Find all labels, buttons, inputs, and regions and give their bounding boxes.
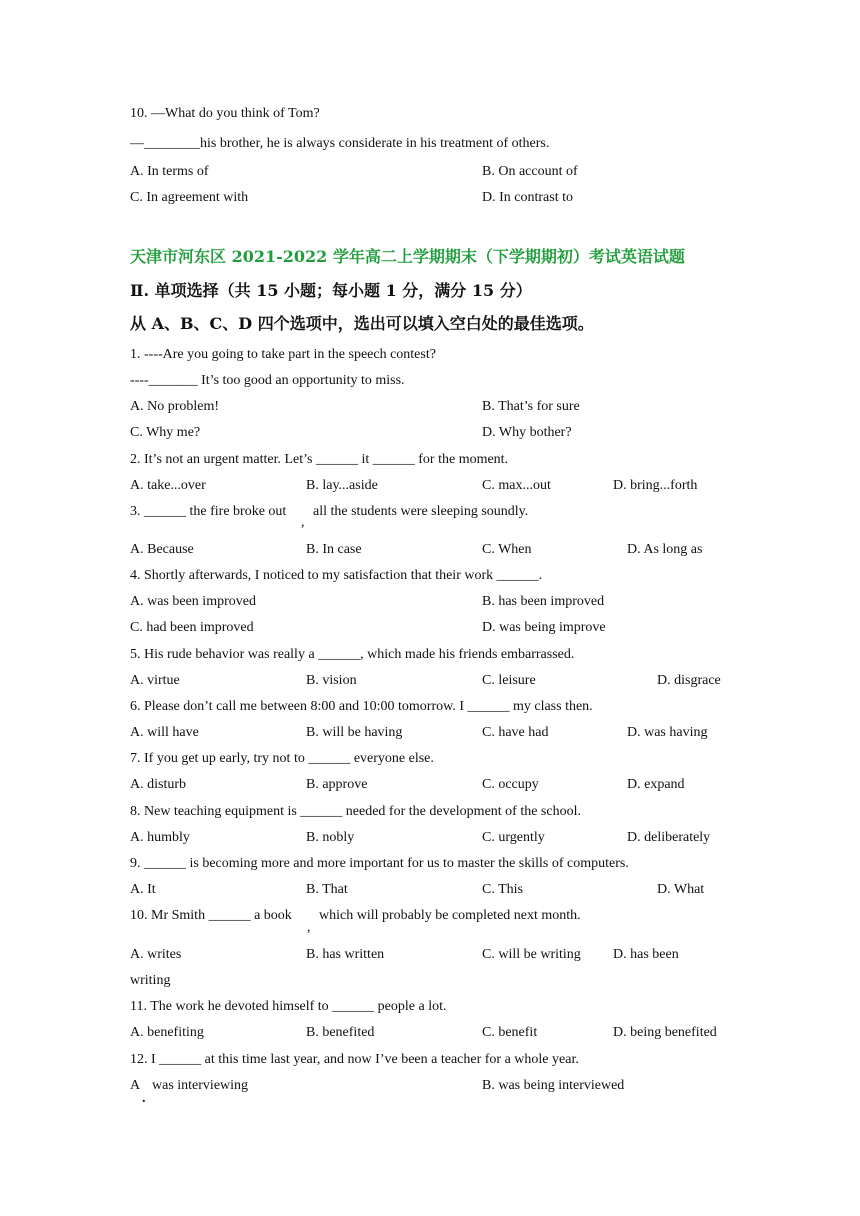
q12-stem: 12. I ______ at this time last year, and now I’ve been a teacher for a whole year. bbox=[130, 1052, 579, 1067]
prev-q10-option-d: D. In contrast to bbox=[482, 190, 573, 205]
q8-stem: 8. New teaching equipment is ______ needed for the development of the school. bbox=[130, 804, 581, 819]
q10-option-d-continued: writing bbox=[130, 973, 171, 988]
q7-stem: 7. If you get up early, try not to ______ everyone else. bbox=[130, 751, 434, 766]
q3-option-d: D. As long as bbox=[627, 542, 703, 557]
q2-option-c: C. max...out bbox=[482, 478, 551, 493]
q1-stem-line2: ----_______ It’s too good an opportunity to miss. bbox=[130, 373, 405, 388]
q7-option-c: C. occupy bbox=[482, 777, 539, 792]
q5-option-c: C. leisure bbox=[482, 673, 536, 688]
q10-option-c: C. will be writing bbox=[482, 947, 581, 962]
q5-option-b: B. vision bbox=[306, 673, 357, 688]
q4-option-c: C. had been improved bbox=[130, 620, 254, 635]
q8-option-d: D. deliberately bbox=[627, 830, 711, 845]
q9-option-a: A. It bbox=[130, 882, 156, 897]
part-title: Ⅱ. 单项选择（共 15 小题；每小题 1 分，满分 15 分） bbox=[130, 281, 532, 300]
prev-q10-stem-line2: —________his brother, he is always considerate in his treatment of others. bbox=[130, 136, 550, 151]
instruction: 从 A、B、C、D 四个选项中，选出可以填入空白处的最佳选项。 bbox=[130, 314, 594, 333]
q8-option-c: C. urgently bbox=[482, 830, 545, 845]
q6-option-a: A. will have bbox=[130, 725, 199, 740]
q2-option-a: A. take...over bbox=[130, 478, 206, 493]
q1-option-d: D. Why bother? bbox=[482, 425, 572, 440]
q9-option-d: D. What bbox=[657, 882, 705, 897]
prev-q10-stem-line1: 10. —What do you think of Tom? bbox=[130, 106, 320, 121]
q12-option-a-dot: . bbox=[142, 1091, 146, 1106]
q8-option-b: B. nobly bbox=[306, 830, 355, 845]
q3-option-c: C. When bbox=[482, 542, 532, 557]
prev-q10-option-b: B. On account of bbox=[482, 164, 578, 179]
source-title: 天津市河东区 2021-2022 学年高二上学期期末（下学期期初）考试英语试题 bbox=[130, 247, 685, 266]
q10-option-d: D. has been bbox=[613, 947, 679, 962]
q2-option-d: D. bring...forth bbox=[613, 478, 698, 493]
q11-option-a: A. benefiting bbox=[130, 1025, 204, 1040]
q3-comma: , bbox=[301, 515, 305, 530]
q3-stem-end: all the students were sleeping soundly. bbox=[313, 504, 529, 519]
q6-option-c: C. have had bbox=[482, 725, 549, 740]
q4-option-a: A. was been improved bbox=[130, 594, 256, 609]
q10-stem-start: 10. Mr Smith ______ a book bbox=[130, 908, 292, 923]
q4-stem: 4. Shortly afterwards, I noticed to my satisfaction that their work ______. bbox=[130, 568, 543, 583]
q1-option-b: B. That’s for sure bbox=[482, 399, 580, 414]
q6-stem: 6. Please don’t call me between 8:00 and 10:00 tomorrow. I ______ my class then. bbox=[130, 699, 593, 714]
q9-option-c: C. This bbox=[482, 882, 523, 897]
q11-option-b: B. benefited bbox=[306, 1025, 375, 1040]
q5-option-d: D. disgrace bbox=[657, 673, 721, 688]
q9-option-b: B. That bbox=[306, 882, 348, 897]
q12-option-a-letter: A bbox=[130, 1078, 141, 1093]
q7-option-a: A. disturb bbox=[130, 777, 186, 792]
q11-option-c: C. benefit bbox=[482, 1025, 538, 1040]
q5-option-a: A. virtue bbox=[130, 673, 180, 688]
q10-comma: , bbox=[307, 920, 311, 935]
q11-stem: 11. The work he devoted himself to ______ people a lot. bbox=[130, 999, 447, 1014]
q11-option-d: D. being benefited bbox=[613, 1025, 717, 1040]
q10-option-b: B. has written bbox=[306, 947, 385, 962]
q3-stem-start: 3. ______ the fire broke out bbox=[130, 504, 287, 519]
q7-option-d: D. expand bbox=[627, 777, 685, 792]
q7-option-b: B. approve bbox=[306, 777, 368, 792]
q1-option-a: A. No problem! bbox=[130, 399, 220, 414]
q4-option-d: D. was being improve bbox=[482, 620, 606, 635]
q4-option-b: B. has been improved bbox=[482, 594, 605, 609]
q10-option-a: A. writes bbox=[130, 947, 182, 962]
prev-q10-option-a: A. In terms of bbox=[130, 164, 209, 179]
q12-option-a: was interviewing bbox=[152, 1078, 249, 1093]
q2-option-b: B. lay...aside bbox=[306, 478, 378, 493]
q3-option-b: B. In case bbox=[306, 542, 362, 557]
q1-stem-line1: 1. ----Are you going to take part in the speech contest? bbox=[130, 347, 436, 362]
q1-option-c: C. Why me? bbox=[130, 425, 201, 440]
q6-option-b: B. will be having bbox=[306, 725, 403, 740]
q2-stem: 2. It’s not an urgent matter. Let’s ______ it ______ for the moment. bbox=[130, 452, 509, 467]
prev-q10-option-c: C. In agreement with bbox=[130, 190, 249, 205]
q9-stem: 9. ______ is becoming more and more important for us to master the skills of computers. bbox=[130, 856, 629, 871]
q10-stem-end: which will probably be completed next month. bbox=[319, 908, 581, 923]
q6-option-d: D. was having bbox=[627, 725, 708, 740]
q12-option-b: B. was being interviewed bbox=[482, 1078, 625, 1093]
q8-option-a: A. humbly bbox=[130, 830, 190, 845]
q3-option-a: A. Because bbox=[130, 542, 194, 557]
q5-stem: 5. His rude behavior was really a ______, which made his friends embarrassed. bbox=[130, 647, 575, 662]
